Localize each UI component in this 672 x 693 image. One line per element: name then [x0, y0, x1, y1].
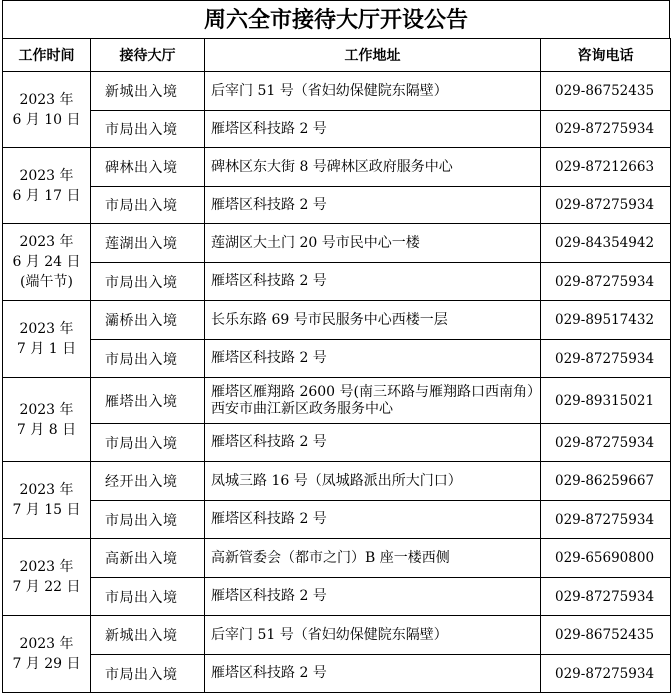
address-cell: 莲湖区大土门 20 号市民中心一楼 — [205, 224, 541, 263]
phone-cell: 029-87212663 — [541, 148, 671, 187]
date-line: 2023 年 — [19, 401, 74, 418]
table-row — [3, 187, 671, 224]
date-cell — [3, 616, 91, 693]
table-row — [3, 578, 671, 616]
table-row — [3, 72, 671, 111]
hall-cell: 市局出入境 — [91, 655, 205, 693]
table-row — [3, 424, 671, 462]
address-cell: 长乐东路 69 号市民服务中心西楼一层 — [205, 301, 541, 340]
header-phone: 咨询电话 — [541, 39, 671, 72]
phone-cell: 029-87275934 — [541, 111, 671, 148]
date-cell — [3, 378, 91, 462]
date-cell — [3, 301, 91, 378]
date-line: (端午节) — [20, 274, 73, 290]
date-line: 2023 年 — [19, 91, 74, 108]
hall-cell: 新城出入境 — [91, 72, 205, 111]
hall-cell: 莲湖出入境 — [91, 224, 205, 263]
table-row — [3, 301, 671, 340]
address-cell: 雁塔区科技路 2 号 — [205, 187, 541, 224]
table-row — [3, 501, 671, 539]
date-line: 2023 年 — [19, 482, 74, 498]
phone-cell: 029-86752435 — [541, 616, 671, 655]
hall-cell: 灞桥出入境 — [91, 301, 205, 340]
hall-cell: 市局出入境 — [91, 340, 205, 378]
address-cell: 凤城三路 16 号（凤城路派出所大门口） — [205, 462, 541, 501]
table-row — [3, 616, 671, 655]
hall-cell: 市局出入境 — [91, 111, 205, 148]
hall-cell: 市局出入境 — [91, 424, 205, 462]
date-cell — [3, 539, 91, 616]
hall-cell: 市局出入境 — [91, 263, 205, 301]
address-cell: 雁塔区科技路 2 号 — [205, 501, 541, 539]
header-address: 工作地址 — [205, 39, 541, 72]
date-line: 2023 年 — [19, 167, 74, 184]
phone-cell: 029-87275934 — [541, 263, 671, 301]
hall-cell: 经开出入境 — [91, 462, 205, 501]
address-cell: 雁塔区科技路 2 号 — [205, 111, 541, 148]
address-cell: 雁塔区科技路 2 号 — [205, 340, 541, 378]
address-cell: 雁塔区雁翔路 2600 号(南三环路与雁翔路口西南角）西安市曲江新区政务服务中心 — [205, 378, 541, 424]
schedule-table — [2, 38, 671, 693]
address-cell: 后宰门 51 号（省妇幼保健院东隔壁） — [205, 616, 541, 655]
table-row — [3, 340, 671, 378]
date-cell — [3, 224, 91, 301]
date-line: 7 月 8 日 — [16, 421, 77, 438]
address-cell: 雁塔区科技路 2 号 — [205, 424, 541, 462]
table-row — [3, 111, 671, 148]
address-cell: 后宰门 51 号（省妇幼保健院东隔壁） — [205, 72, 541, 111]
phone-cell: 029-87275934 — [541, 501, 671, 539]
date-cell — [3, 148, 91, 224]
table-header-row — [3, 39, 671, 72]
hall-cell: 新城出入境 — [91, 616, 205, 655]
table-row — [3, 148, 671, 187]
date-line: 2023 年 — [19, 636, 74, 652]
phone-cell: 029-87275934 — [541, 340, 671, 378]
phone-cell: 029-89517432 — [541, 301, 671, 340]
phone-cell: 029-84354942 — [541, 224, 671, 263]
table-row — [3, 655, 671, 693]
table-row — [3, 263, 671, 301]
address-cell: 雁塔区科技路 2 号 — [205, 263, 541, 301]
date-cell — [3, 72, 91, 148]
date-line: 6 月 10 日 — [12, 111, 81, 128]
table-row — [3, 224, 671, 263]
date-line: 6 月 24 日 — [12, 254, 81, 270]
header-hall: 接待大厅 — [91, 39, 205, 72]
address-cell: 碑林区东大街 8 号碑林区政府服务中心 — [205, 148, 541, 187]
phone-cell: 029-87275934 — [541, 187, 671, 224]
phone-cell: 029-87275934 — [541, 578, 671, 616]
address-cell: 高新管委会（都市之门）B 座一楼西侧 — [205, 539, 541, 578]
notice-title: 周六全市接待大厅开设公告 — [2, 0, 670, 38]
hall-cell: 高新出入境 — [91, 539, 205, 578]
date-line: 7 月 29 日 — [12, 656, 81, 672]
phone-cell: 029-89315021 — [541, 378, 671, 424]
phone-cell: 029-87275934 — [541, 655, 671, 693]
address-cell: 雁塔区科技路 2 号 — [205, 578, 541, 616]
date-line: 7 月 22 日 — [12, 579, 81, 595]
date-line: 2023 年 — [19, 321, 74, 337]
header-date: 工作时间 — [3, 39, 91, 72]
phone-cell: 029-86259667 — [541, 462, 671, 501]
phone-cell: 029-86752435 — [541, 72, 671, 111]
date-line: 7 月 1 日 — [16, 341, 77, 357]
hall-cell: 市局出入境 — [91, 187, 205, 224]
phone-cell: 029-87275934 — [541, 424, 671, 462]
date-line: 7 月 15 日 — [12, 502, 81, 518]
date-line: 2023 年 — [19, 559, 74, 575]
hall-cell: 雁塔出入境 — [91, 378, 205, 424]
phone-cell: 029-65690800 — [541, 539, 671, 578]
hall-cell: 市局出入境 — [91, 578, 205, 616]
address-cell: 雁塔区科技路 2 号 — [205, 655, 541, 693]
date-line: 6 月 17 日 — [12, 187, 81, 204]
table-body — [3, 72, 671, 693]
hall-cell: 碑林出入境 — [91, 148, 205, 187]
table-row — [3, 462, 671, 501]
hall-cell: 市局出入境 — [91, 501, 205, 539]
date-line: 2023 年 — [19, 234, 74, 250]
table-row — [3, 378, 671, 424]
table-row — [3, 539, 671, 578]
date-cell — [3, 462, 91, 539]
notice-document — [2, 0, 670, 693]
